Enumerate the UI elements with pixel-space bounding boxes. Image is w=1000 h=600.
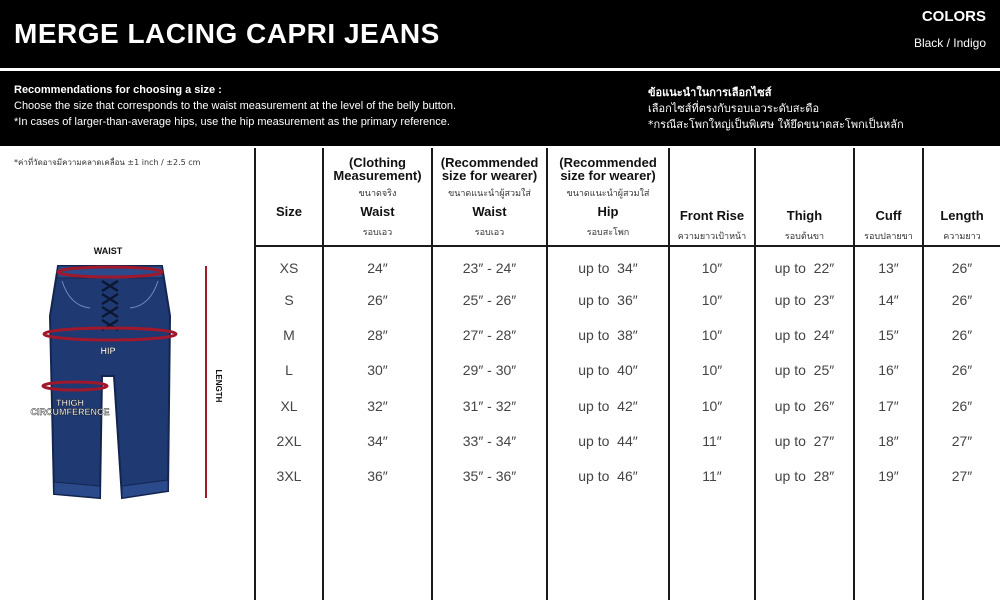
size-cell: XS	[279, 260, 299, 276]
reco-th-line1: เลือกไซส์ที่ตรงกับรอบเอวระดับสะดือ	[648, 102, 820, 115]
colors-label: COLORS	[921, 8, 986, 25]
table-cell: 26″	[367, 292, 388, 308]
column-header-qualifier: (Recommended size for wearer)	[559, 155, 657, 183]
size-cell: 2XL	[276, 433, 302, 449]
table-cell: up to 22″	[774, 260, 835, 276]
table-cell: 10″	[701, 398, 723, 414]
reco-th-heading: ข้อแนะนำในการเลือกไซส์	[648, 86, 772, 99]
reco-en-heading: Recommendations for choosing a size :	[14, 84, 222, 96]
column-header-thai-label: รอบเอว	[474, 228, 505, 238]
column-header-thai-label: รอบสะโพก	[586, 228, 630, 238]
table-cell: 15″	[878, 327, 899, 343]
table-cell: 24″	[367, 260, 388, 276]
column-header-thai-label: ความยาวเป้าหน้า	[677, 232, 747, 242]
table-cell: 27″ - 28″	[462, 327, 517, 343]
table-cell: up to 46″	[578, 468, 638, 484]
table-cell: up to 36″	[578, 292, 638, 308]
column-header	[256, 200, 322, 219]
table-cell: 33″ - 34″	[462, 433, 517, 449]
column-header-thai-label: รอบเอว	[362, 228, 393, 238]
column-header-label: Thigh	[786, 208, 823, 223]
column-header-label: Waist	[472, 204, 507, 219]
column-header	[670, 204, 754, 243]
reco-th-line2: *กรณีสะโพกใหญ่เป็นพิเศษ ให้ยึดขนาดสะโพกเป็นหลัก	[648, 118, 904, 131]
column-header	[324, 156, 431, 239]
size-cell: L	[285, 362, 293, 378]
recommendations-english	[14, 82, 456, 130]
table-cell: 30″	[367, 362, 388, 378]
column-header-label: Hip	[597, 204, 619, 219]
table-cell: 23″ - 24″	[462, 260, 517, 276]
table-cell: 18″	[878, 433, 899, 449]
table-cell: up to 26″	[774, 398, 835, 414]
table-cell: 16″	[878, 362, 899, 378]
table-cell: 13″	[878, 260, 899, 276]
table-cell: 11″	[702, 433, 722, 449]
table-cell: 10″	[701, 362, 723, 378]
column-header-label: Cuff	[875, 208, 902, 223]
table-cell: 17″	[878, 398, 899, 414]
table-cell: 10″	[701, 260, 723, 276]
column-header-thai-qualifier: ขนาดแนะนำผู้สวมใส่	[448, 189, 531, 199]
column-header-thai-label: รอบต้นขา	[784, 232, 825, 242]
size-cell: XL	[280, 398, 298, 414]
table-header-divider	[255, 245, 1000, 247]
recommendations-band	[0, 71, 1000, 146]
header-bar	[0, 0, 1000, 68]
thigh-label-line1: THIGH	[56, 398, 84, 408]
waist-label: WAIST	[93, 246, 123, 256]
column-header	[433, 156, 546, 239]
table-cell: up to 28″	[774, 468, 835, 484]
jeans-diagram	[10, 236, 240, 516]
table-cell: 31″ - 32″	[462, 398, 517, 414]
table-cell: up to 40″	[578, 362, 638, 378]
table-cell: 29″ - 30″	[462, 362, 517, 378]
table-cell: up to 25″	[774, 362, 835, 378]
table-cell: 32″	[367, 398, 388, 414]
table-cell: up to 23″	[774, 292, 835, 308]
size-cell: 3XL	[276, 468, 302, 484]
column-header-thai-label: ความยาว	[943, 232, 981, 242]
table-cell: up to 24″	[774, 327, 835, 343]
column-header	[548, 156, 668, 239]
table-cell: 26″	[951, 292, 973, 308]
table-cell: 26″	[951, 260, 973, 276]
size-cell: S	[284, 292, 294, 308]
column-header-label: Size	[275, 204, 302, 219]
table-cell: 10″	[701, 327, 723, 343]
table-cell: 11″	[702, 468, 722, 484]
column-header-label: Front Rise	[679, 208, 745, 223]
table-cell: 26″	[951, 398, 973, 414]
table-cell: up to 38″	[578, 327, 638, 343]
colors-value: Black / Indigo	[913, 36, 986, 50]
table-cell: 27″	[951, 433, 973, 449]
table-cell: up to 44″	[578, 433, 638, 449]
table-cell: 28″	[367, 327, 388, 343]
table-cell: 34″	[367, 433, 388, 449]
table-cell: 19″	[878, 468, 899, 484]
table-cell: 27″	[951, 468, 973, 484]
size-cell: M	[283, 327, 295, 343]
column-header-thai-label: รอบปลายขา	[864, 232, 913, 242]
column-header-thai-qualifier: ขนาดจริง	[358, 189, 397, 199]
product-title: MERGE LACING CAPRI JEANS	[14, 18, 440, 49]
column-header-label: Length	[940, 208, 984, 223]
reco-en-line2: *In cases of larger-than-average hips, use the hip measurement as the primary reference.	[14, 116, 450, 128]
length-label: LENGTH	[214, 369, 223, 403]
recommendations-thai	[648, 85, 904, 133]
column-header	[924, 204, 1000, 243]
table-cell: 26″	[951, 327, 973, 343]
reco-en-line1: Choose the size that corresponds to the waist measurement at the level of the belly button.	[14, 100, 457, 112]
column-header	[756, 204, 853, 243]
column-header-qualifier: (Clothing Measurement)	[333, 155, 422, 183]
table-cell: 35″ - 36″	[462, 468, 517, 484]
table-cell: up to 42″	[578, 398, 638, 414]
table-cell: 36″	[367, 468, 388, 484]
column-header-thai-qualifier: ขนาดแนะนำผู้สวมใส่	[566, 189, 650, 199]
column-header-label: Waist	[360, 204, 395, 219]
table-cell: 14″	[878, 292, 899, 308]
measurement-tolerance-note: *ค่าที่วัดอาจมีความคลาดเคลื่อน ±1 inch / ±2.5 cm	[14, 158, 201, 167]
table-cell: up to 27″	[774, 433, 835, 449]
thigh-label-line2: CIRCUMFERENCE	[30, 407, 110, 417]
table-cell: 10″	[701, 292, 723, 308]
table-cell: 25″ - 26″	[462, 292, 517, 308]
column-header	[855, 204, 922, 243]
hip-label: HIP	[100, 346, 116, 356]
table-cell: 26″	[951, 362, 973, 378]
column-header-qualifier: (Recommended size for wearer)	[440, 155, 539, 183]
table-cell: up to 34″	[578, 260, 638, 276]
